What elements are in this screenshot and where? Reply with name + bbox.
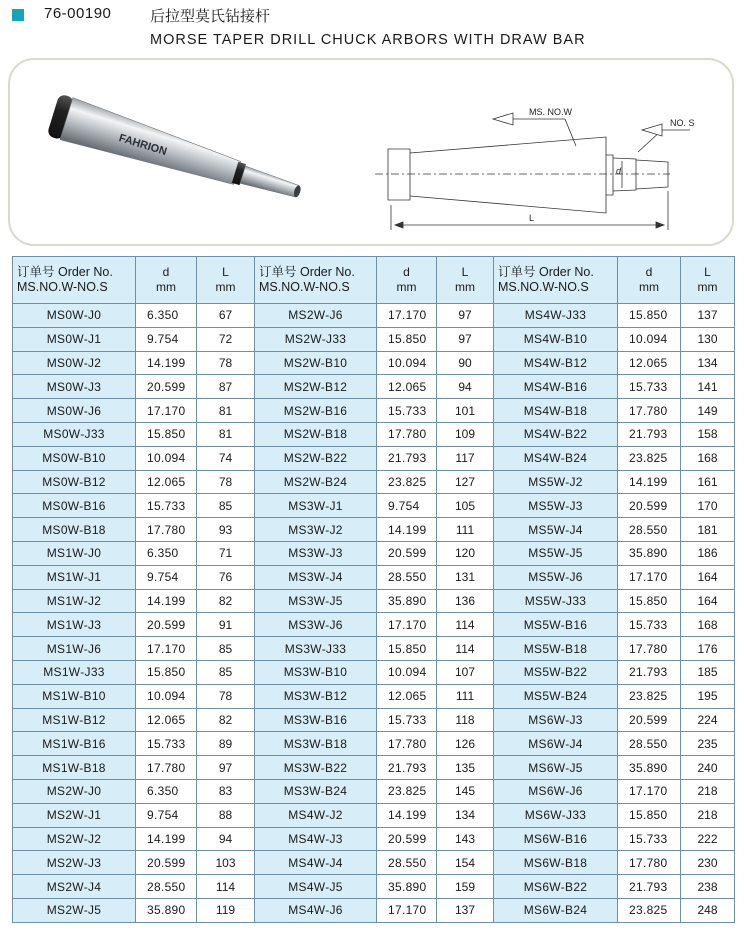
d-value-cell: 10.094	[618, 327, 681, 351]
order-no-cell: MS6W-J33	[494, 803, 618, 827]
label-d: d	[616, 166, 622, 176]
L-value-cell: 97	[197, 756, 255, 780]
L-value-cell: 158	[681, 422, 735, 446]
L-value-cell: 230	[681, 851, 735, 875]
order-no-cell: MS1W-J2	[13, 589, 136, 613]
d-value-cell: 15.850	[618, 589, 681, 613]
order-no-cell: MS1W-J3	[13, 613, 136, 637]
col-header-order: 订单号 Order No. MS.NO.W-NO.S	[494, 257, 618, 304]
d-value-cell: 15.850	[377, 637, 437, 661]
d-value-cell: 17.780	[136, 518, 197, 542]
d-value-cell: 35.890	[618, 541, 681, 565]
table-row	[13, 351, 735, 375]
title-chinese: 后拉型莫氏钻接杆	[150, 8, 271, 25]
d-value-cell: 20.599	[618, 708, 681, 732]
d-value-cell: 23.825	[377, 470, 437, 494]
order-no-cell: MS3W-J33	[255, 637, 377, 661]
d-value-cell: 20.599	[136, 851, 197, 875]
d-value-cell: 17.170	[136, 399, 197, 423]
d-value-cell: 17.780	[618, 637, 681, 661]
order-no-cell: MS2W-B18	[255, 422, 377, 446]
d-value-cell: 9.754	[136, 803, 197, 827]
order-no-cell: MS5W-B22	[494, 660, 618, 684]
order-no-cell: MS0W-J3	[13, 375, 136, 399]
order-no-cell: MS5W-J4	[494, 518, 618, 542]
d-value-cell: 12.065	[618, 351, 681, 375]
order-no-cell: MS3W-B22	[255, 756, 377, 780]
d-value-cell: 17.780	[618, 399, 681, 423]
ms-leader-diag	[565, 119, 576, 146]
order-no-cell: MS0W-J6	[13, 399, 136, 423]
L-value-cell: 154	[437, 851, 494, 875]
L-value-cell: 78	[197, 684, 255, 708]
d-value-cell: 15.733	[618, 827, 681, 851]
L-value-cell: 81	[197, 422, 255, 446]
order-no-cell: MS4W-B10	[494, 327, 618, 351]
d-value-cell: 20.599	[136, 375, 197, 399]
table-row	[13, 803, 735, 827]
order-no-cell: MS2W-B12	[255, 375, 377, 399]
d-value-cell: 20.599	[136, 613, 197, 637]
L-value-cell: 137	[681, 304, 735, 328]
col-header-d: d mm	[618, 257, 681, 304]
d-value-cell: 15.733	[136, 732, 197, 756]
d-value-cell: 28.550	[377, 851, 437, 875]
L-value-cell: 85	[197, 494, 255, 518]
d-value-cell: 10.094	[377, 660, 437, 684]
d-value-cell: 15.733	[136, 494, 197, 518]
L-value-cell: 76	[197, 565, 255, 589]
L-value-cell: 145	[437, 779, 494, 803]
L-value-cell: 82	[197, 708, 255, 732]
order-no-cell: MS0W-J2	[13, 351, 136, 375]
d-value-cell: 14.199	[377, 518, 437, 542]
order-no-cell: MS3W-J5	[255, 589, 377, 613]
order-no-cell: MS3W-B12	[255, 684, 377, 708]
product-banner	[8, 58, 734, 246]
L-value-cell: 114	[197, 875, 255, 899]
d-value-cell: 15.850	[618, 803, 681, 827]
page-header	[0, 0, 744, 56]
table-row	[13, 637, 735, 661]
d-value-cell: 15.850	[377, 327, 437, 351]
table-row	[13, 422, 735, 446]
d-value-cell: 28.550	[377, 565, 437, 589]
L-value-cell: 168	[681, 446, 735, 470]
table-row	[13, 399, 735, 423]
L-value-cell: 176	[681, 637, 735, 661]
L-value-cell: 222	[681, 827, 735, 851]
order-no-cell: MS4W-J3	[255, 827, 377, 851]
d-value-cell: 14.199	[377, 803, 437, 827]
col-header-d: d mm	[136, 257, 197, 304]
d-value-cell: 17.780	[377, 422, 437, 446]
d-value-cell: 35.890	[618, 756, 681, 780]
d-value-cell: 21.793	[618, 660, 681, 684]
teal-square-icon	[12, 9, 24, 21]
d-value-cell: 15.733	[618, 613, 681, 637]
order-no-cell: MS0W-B10	[13, 446, 136, 470]
d-value-cell: 9.754	[377, 494, 437, 518]
order-no-cell: MS2W-J6	[255, 304, 377, 328]
order-no-cell: MS6W-B22	[494, 875, 618, 899]
table-row	[13, 565, 735, 589]
order-no-cell: MS0W-J0	[13, 304, 136, 328]
col-header-L: L mm	[437, 257, 494, 304]
table-row	[13, 827, 735, 851]
table-row	[13, 708, 735, 732]
product-illustration	[10, 60, 734, 246]
order-no-cell: MS1W-B12	[13, 708, 136, 732]
L-value-cell: 135	[437, 756, 494, 780]
d-value-cell: 17.780	[618, 851, 681, 875]
drawing-collar	[606, 155, 613, 195]
order-no-cell: MS2W-J33	[255, 327, 377, 351]
table-row	[13, 756, 735, 780]
order-no-cell: MS1W-B10	[13, 684, 136, 708]
drawing-taper-outline	[410, 137, 606, 213]
title-english: MORSE TAPER DRILL CHUCK ARBORS WITH DRAW BAR	[150, 32, 586, 48]
L-value-cell: 71	[197, 541, 255, 565]
order-no-cell: MS2W-J5	[13, 898, 136, 922]
L-value-cell: 185	[681, 660, 735, 684]
order-no-cell: MS4W-B24	[494, 446, 618, 470]
order-no-cell: MS1W-J6	[13, 637, 136, 661]
d-value-cell: 28.550	[618, 518, 681, 542]
product-code: 76-00190	[44, 5, 112, 22]
d-value-cell: 12.065	[136, 470, 197, 494]
d-value-cell: 12.065	[377, 375, 437, 399]
table-row	[13, 470, 735, 494]
d-value-cell: 15.733	[377, 708, 437, 732]
d-value-cell: 9.754	[136, 565, 197, 589]
order-no-cell: MS0W-J1	[13, 327, 136, 351]
L-value-cell: 186	[681, 541, 735, 565]
d-value-cell: 21.793	[618, 875, 681, 899]
drawing-small-taper	[636, 160, 668, 189]
L-value-cell: 91	[197, 613, 255, 637]
d-value-cell: 14.199	[136, 589, 197, 613]
L-value-cell: 131	[437, 565, 494, 589]
order-no-cell: MS3W-J4	[255, 565, 377, 589]
table-row	[13, 898, 735, 922]
table-row	[13, 541, 735, 565]
order-no-cell: MS3W-B10	[255, 660, 377, 684]
order-no-cell: MS3W-J6	[255, 613, 377, 637]
d-value-cell: 15.850	[136, 660, 197, 684]
d-value-cell: 20.599	[377, 541, 437, 565]
d-value-cell: 12.065	[136, 708, 197, 732]
order-no-cell: MS0W-B16	[13, 494, 136, 518]
L-value-cell: 90	[437, 351, 494, 375]
L-value-cell: 94	[197, 827, 255, 851]
d-value-cell: 6.350	[136, 304, 197, 328]
L-value-cell: 240	[681, 756, 735, 780]
col-header-order: 订单号 Order No. MS.NO.W-NO.S	[255, 257, 377, 304]
L-value-cell: 149	[681, 399, 735, 423]
L-value-cell: 120	[437, 541, 494, 565]
order-no-cell: MS5W-B16	[494, 613, 618, 637]
order-no-cell: MS4W-B12	[494, 351, 618, 375]
L-value-cell: 224	[681, 708, 735, 732]
order-no-cell: MS4W-J5	[255, 875, 377, 899]
L-value-cell: 101	[437, 399, 494, 423]
label-no-s: NO. S	[670, 118, 695, 128]
d-value-cell: 35.890	[377, 875, 437, 899]
L-value-cell: 181	[681, 518, 735, 542]
order-no-cell: MS2W-J4	[13, 875, 136, 899]
order-no-cell: MS2W-B16	[255, 399, 377, 423]
d-value-cell: 17.170	[618, 779, 681, 803]
table-row	[13, 375, 735, 399]
L-value-cell: 89	[197, 732, 255, 756]
L-value-cell: 126	[437, 732, 494, 756]
d-value-cell: 6.350	[136, 541, 197, 565]
L-value-cell: 103	[197, 851, 255, 875]
d-value-cell: 21.793	[377, 756, 437, 780]
L-value-cell: 78	[197, 351, 255, 375]
order-no-cell: MS4W-J4	[255, 851, 377, 875]
order-no-cell: MS4W-B22	[494, 422, 618, 446]
L-value-cell: 87	[197, 375, 255, 399]
order-no-cell: MS6W-J6	[494, 779, 618, 803]
L-value-cell: 97	[437, 327, 494, 351]
L-value-cell: 114	[437, 637, 494, 661]
L-value-cell: 114	[437, 613, 494, 637]
order-no-cell: MS6W-J5	[494, 756, 618, 780]
order-no-cell: MS0W-B12	[13, 470, 136, 494]
order-no-cell: MS5W-J5	[494, 541, 618, 565]
order-no-cell: MS3W-B16	[255, 708, 377, 732]
d-value-cell: 17.170	[377, 898, 437, 922]
spec-table	[12, 256, 735, 923]
order-no-cell: MS1W-J33	[13, 660, 136, 684]
d-value-cell: 28.550	[136, 875, 197, 899]
L-arrow-right	[656, 222, 664, 228]
table-row	[13, 732, 735, 756]
L-value-cell: 85	[197, 637, 255, 661]
L-value-cell: 82	[197, 589, 255, 613]
order-no-cell: MS4W-B18	[494, 399, 618, 423]
d-value-cell: 14.199	[136, 827, 197, 851]
ms-arrow	[493, 113, 513, 125]
L-value-cell: 94	[437, 375, 494, 399]
L-value-cell: 137	[437, 898, 494, 922]
L-value-cell: 97	[437, 304, 494, 328]
d-value-cell: 21.793	[377, 446, 437, 470]
label-L: L	[529, 213, 535, 223]
col-header-order: 订单号 Order No. MS.NO.W-NO.S	[13, 257, 136, 304]
L-value-cell: 161	[681, 470, 735, 494]
d-value-cell: 20.599	[377, 827, 437, 851]
d-value-cell: 17.170	[377, 613, 437, 637]
order-no-cell: MS2W-J3	[13, 851, 136, 875]
order-no-cell: MS1W-J1	[13, 565, 136, 589]
L-value-cell: 141	[681, 375, 735, 399]
L-value-cell: 235	[681, 732, 735, 756]
d-value-cell: 35.890	[377, 589, 437, 613]
d-value-cell: 10.094	[136, 684, 197, 708]
L-value-cell: 130	[681, 327, 735, 351]
order-no-cell: MS3W-J3	[255, 541, 377, 565]
table-row	[13, 613, 735, 637]
order-no-cell: MS5W-B24	[494, 684, 618, 708]
d-value-cell: 23.825	[618, 684, 681, 708]
order-no-cell: MS4W-B16	[494, 375, 618, 399]
d-value-cell: 35.890	[136, 898, 197, 922]
label-ms-no: MS. NO.W	[529, 107, 572, 117]
table-row	[13, 660, 735, 684]
order-no-cell: MS5W-J6	[494, 565, 618, 589]
order-no-cell: MS5W-J33	[494, 589, 618, 613]
table-row	[13, 875, 735, 899]
order-no-cell: MS0W-J33	[13, 422, 136, 446]
order-no-cell: MS2W-B10	[255, 351, 377, 375]
d-value-cell: 23.825	[377, 779, 437, 803]
col-header-L: L mm	[197, 257, 255, 304]
L-value-cell: 248	[681, 898, 735, 922]
L-value-cell: 109	[437, 422, 494, 446]
L-value-cell: 74	[197, 446, 255, 470]
table-row	[13, 304, 735, 328]
L-value-cell: 134	[681, 351, 735, 375]
table-row	[13, 851, 735, 875]
d-value-cell: 17.170	[136, 637, 197, 661]
L-value-cell: 195	[681, 684, 735, 708]
L-value-cell: 111	[437, 518, 494, 542]
order-no-cell: MS2W-J2	[13, 827, 136, 851]
order-no-cell: MS4W-J33	[494, 304, 618, 328]
L-value-cell: 85	[197, 660, 255, 684]
order-no-cell: MS6W-B18	[494, 851, 618, 875]
L-value-cell: 143	[437, 827, 494, 851]
d-value-cell: 23.825	[618, 446, 681, 470]
d-value-cell: 20.599	[618, 494, 681, 518]
d-value-cell: 12.065	[377, 684, 437, 708]
d-value-cell: 14.199	[136, 351, 197, 375]
L-value-cell: 136	[437, 589, 494, 613]
d-value-cell: 17.170	[618, 565, 681, 589]
d-value-cell: 9.754	[136, 327, 197, 351]
L-value-cell: 168	[681, 613, 735, 637]
order-no-cell: MS6W-B24	[494, 898, 618, 922]
L-value-cell: 238	[681, 875, 735, 899]
d-value-cell: 17.170	[377, 304, 437, 328]
col-header-d: d mm	[377, 257, 437, 304]
order-no-cell: MS2W-B22	[255, 446, 377, 470]
L-value-cell: 164	[681, 565, 735, 589]
L-value-cell: 67	[197, 304, 255, 328]
order-no-cell: MS3W-J2	[255, 518, 377, 542]
d-value-cell: 15.850	[136, 422, 197, 446]
L-value-cell: 107	[437, 660, 494, 684]
col-header-L: L mm	[681, 257, 735, 304]
order-no-cell: MS3W-B18	[255, 732, 377, 756]
arbor-small-taper	[240, 166, 300, 200]
order-no-cell: MS1W-B18	[13, 756, 136, 780]
table-row	[13, 446, 735, 470]
d-value-cell: 15.733	[377, 399, 437, 423]
d-value-cell: 10.094	[377, 351, 437, 375]
arbor-photo	[47, 94, 308, 212]
d-value-cell: 21.793	[618, 422, 681, 446]
L-value-cell: 127	[437, 470, 494, 494]
drawing-rear-block	[388, 149, 410, 200]
d-value-cell: 17.780	[136, 756, 197, 780]
d-value-cell: 23.825	[618, 898, 681, 922]
order-no-cell: MS1W-J0	[13, 541, 136, 565]
d-value-cell: 28.550	[618, 732, 681, 756]
table-row	[13, 494, 735, 518]
no-arrow	[642, 124, 662, 136]
order-no-cell: MS1W-B16	[13, 732, 136, 756]
order-no-cell: MS6W-J3	[494, 708, 618, 732]
order-no-cell: MS4W-J6	[255, 898, 377, 922]
L-value-cell: 159	[437, 875, 494, 899]
L-value-cell: 170	[681, 494, 735, 518]
table-row	[13, 327, 735, 351]
L-value-cell: 81	[197, 399, 255, 423]
order-no-cell: MS4W-J2	[255, 803, 377, 827]
table-row	[13, 779, 735, 803]
L-value-cell: 72	[197, 327, 255, 351]
brand-mark: FAHRION	[117, 132, 169, 159]
L-value-cell: 111	[437, 684, 494, 708]
L-value-cell: 83	[197, 779, 255, 803]
L-value-cell: 88	[197, 803, 255, 827]
L-value-cell: 218	[681, 779, 735, 803]
L-value-cell: 164	[681, 589, 735, 613]
order-no-cell: MS2W-J0	[13, 779, 136, 803]
table-row	[13, 518, 735, 542]
table-row	[13, 589, 735, 613]
L-value-cell: 93	[197, 518, 255, 542]
order-no-cell: MS6W-J4	[494, 732, 618, 756]
d-value-cell: 17.780	[377, 732, 437, 756]
d-value-cell: 10.094	[136, 446, 197, 470]
d-value-cell: 6.350	[136, 779, 197, 803]
d-value-cell: 14.199	[618, 470, 681, 494]
L-value-cell: 118	[437, 708, 494, 732]
order-no-cell: MS3W-B24	[255, 779, 377, 803]
order-no-cell: MS3W-J1	[255, 494, 377, 518]
order-no-cell: MS2W-J1	[13, 803, 136, 827]
table-header-row	[13, 257, 735, 304]
L-arrow-left	[395, 222, 403, 228]
order-no-cell: MS0W-B18	[13, 518, 136, 542]
order-no-cell: MS5W-B18	[494, 637, 618, 661]
table-row	[13, 684, 735, 708]
L-value-cell: 105	[437, 494, 494, 518]
order-no-cell: MS2W-B24	[255, 470, 377, 494]
order-no-cell: MS6W-B16	[494, 827, 618, 851]
L-value-cell: 134	[437, 803, 494, 827]
L-value-cell: 117	[437, 446, 494, 470]
L-value-cell: 218	[681, 803, 735, 827]
d-value-cell: 15.850	[618, 304, 681, 328]
order-no-cell: MS5W-J2	[494, 470, 618, 494]
d-value-cell: 15.733	[618, 375, 681, 399]
order-no-cell: MS5W-J3	[494, 494, 618, 518]
L-value-cell: 78	[197, 470, 255, 494]
L-value-cell: 119	[197, 898, 255, 922]
